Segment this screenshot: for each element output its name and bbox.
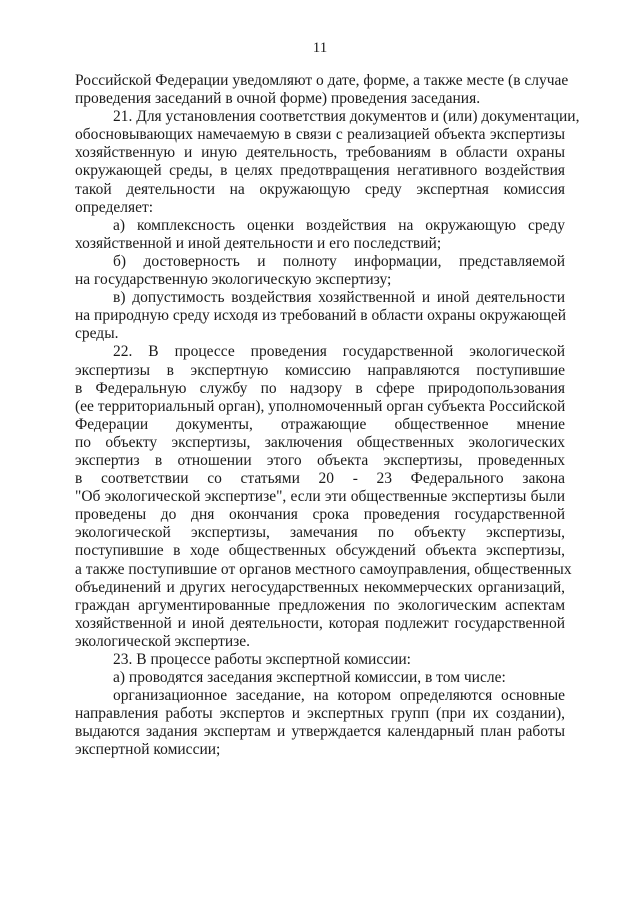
text-line: а также поступившие от органов местного самоуправления, общественных [75,560,572,578]
text-line: по объекту экспертизы, заключения общественных экологических [75,433,565,451]
text-line: обосновывающих намечаемую в связи с реализацией объекта экспертизы [75,126,565,144]
text-line: среды. [75,325,119,343]
text-line: хозяйственной и иной деятельности и его последствий; [75,234,442,252]
text-line: объединений и других негосударственных некоммерческих организаций, [75,578,565,596]
text-line: экологической экспертизе. [75,632,251,650]
text-line: в Федеральную службу по надзору в сфере природопользования [75,379,565,397]
text-line: проведены до дня окончания срока проведения государственной [75,506,565,524]
text-line: экологической экспертизы, замечания по объекту экспертизы, [75,524,565,542]
text-line: поступившие в ходе общественных обсуждений объекта экспертизы, [75,542,565,560]
text-line: организационное заседание, на котором определяются основные [113,687,565,705]
text-line: "Об экологической экспертизе", если эти общественные экспертизы были [75,488,565,506]
text-line: окружающей среды, в целях предотвращения негативного воздействия [75,162,565,180]
text-line: (ее территориальный орган), уполномоченный орган субъекта Российской [75,397,566,415]
text-line: определяет: [75,198,154,216]
text-line: выдаются задания экспертам и утверждается календарный план работы [75,723,565,741]
text-line: на природную среду исходя из требований в области охраны окружающей [75,307,567,325]
text-line: экспертиз в отношении этого объекта экспертизы, проведенных [75,451,565,469]
text-line: 21. Для установления соответствия документов и (или) документации, [113,108,580,126]
text-line: в) допустимость воздействия хозяйственной и иной деятельности [113,289,565,307]
text-line: на государственную экологическую экспертизу; [75,271,392,289]
text-line: экспертной комиссии; [75,741,221,759]
text-line: направления работы экспертов и экспертных групп (при их создании), [75,705,565,723]
text-line: хозяйственную и иную деятельность, требованиям в области охраны [75,144,565,162]
text-line: б) достоверность и полноту информации, представляемой [113,252,565,270]
text-line: 22. В процессе проведения государственной экологической [113,343,565,361]
text-line: в соответствии со статьями 20 - 23 Федерального закона [75,470,565,488]
text-line: хозяйственной и иной деятельности, которая подлежит государственной [75,614,565,632]
text-line: а) проводятся заседания экспертной комиссии, в том числе: [113,669,506,687]
text-line: экспертизы в экспертную комиссию направляются поступившие [75,361,565,379]
document-body [75,72,580,760]
text-line: такой деятельности на окружающую среду экспертная комиссия [75,180,565,198]
text-line: граждан аргументированные предложения по экологическим аспектам [75,596,565,614]
text-line: Российской Федерации уведомляют о дате, форме, а также месте (в случае [75,72,569,89]
text-line: а) комплексность оценки воздействия на окружающую среду [113,216,565,234]
text-line: проведения заседаний в очной форме) проведения заседания. [75,90,481,108]
page-number: 11 [312,40,328,56]
text-line: Федерации документы, отражающие общественное мнение [75,415,565,433]
text-line: 23. В процессе работы экспертной комиссии: [113,651,411,668]
